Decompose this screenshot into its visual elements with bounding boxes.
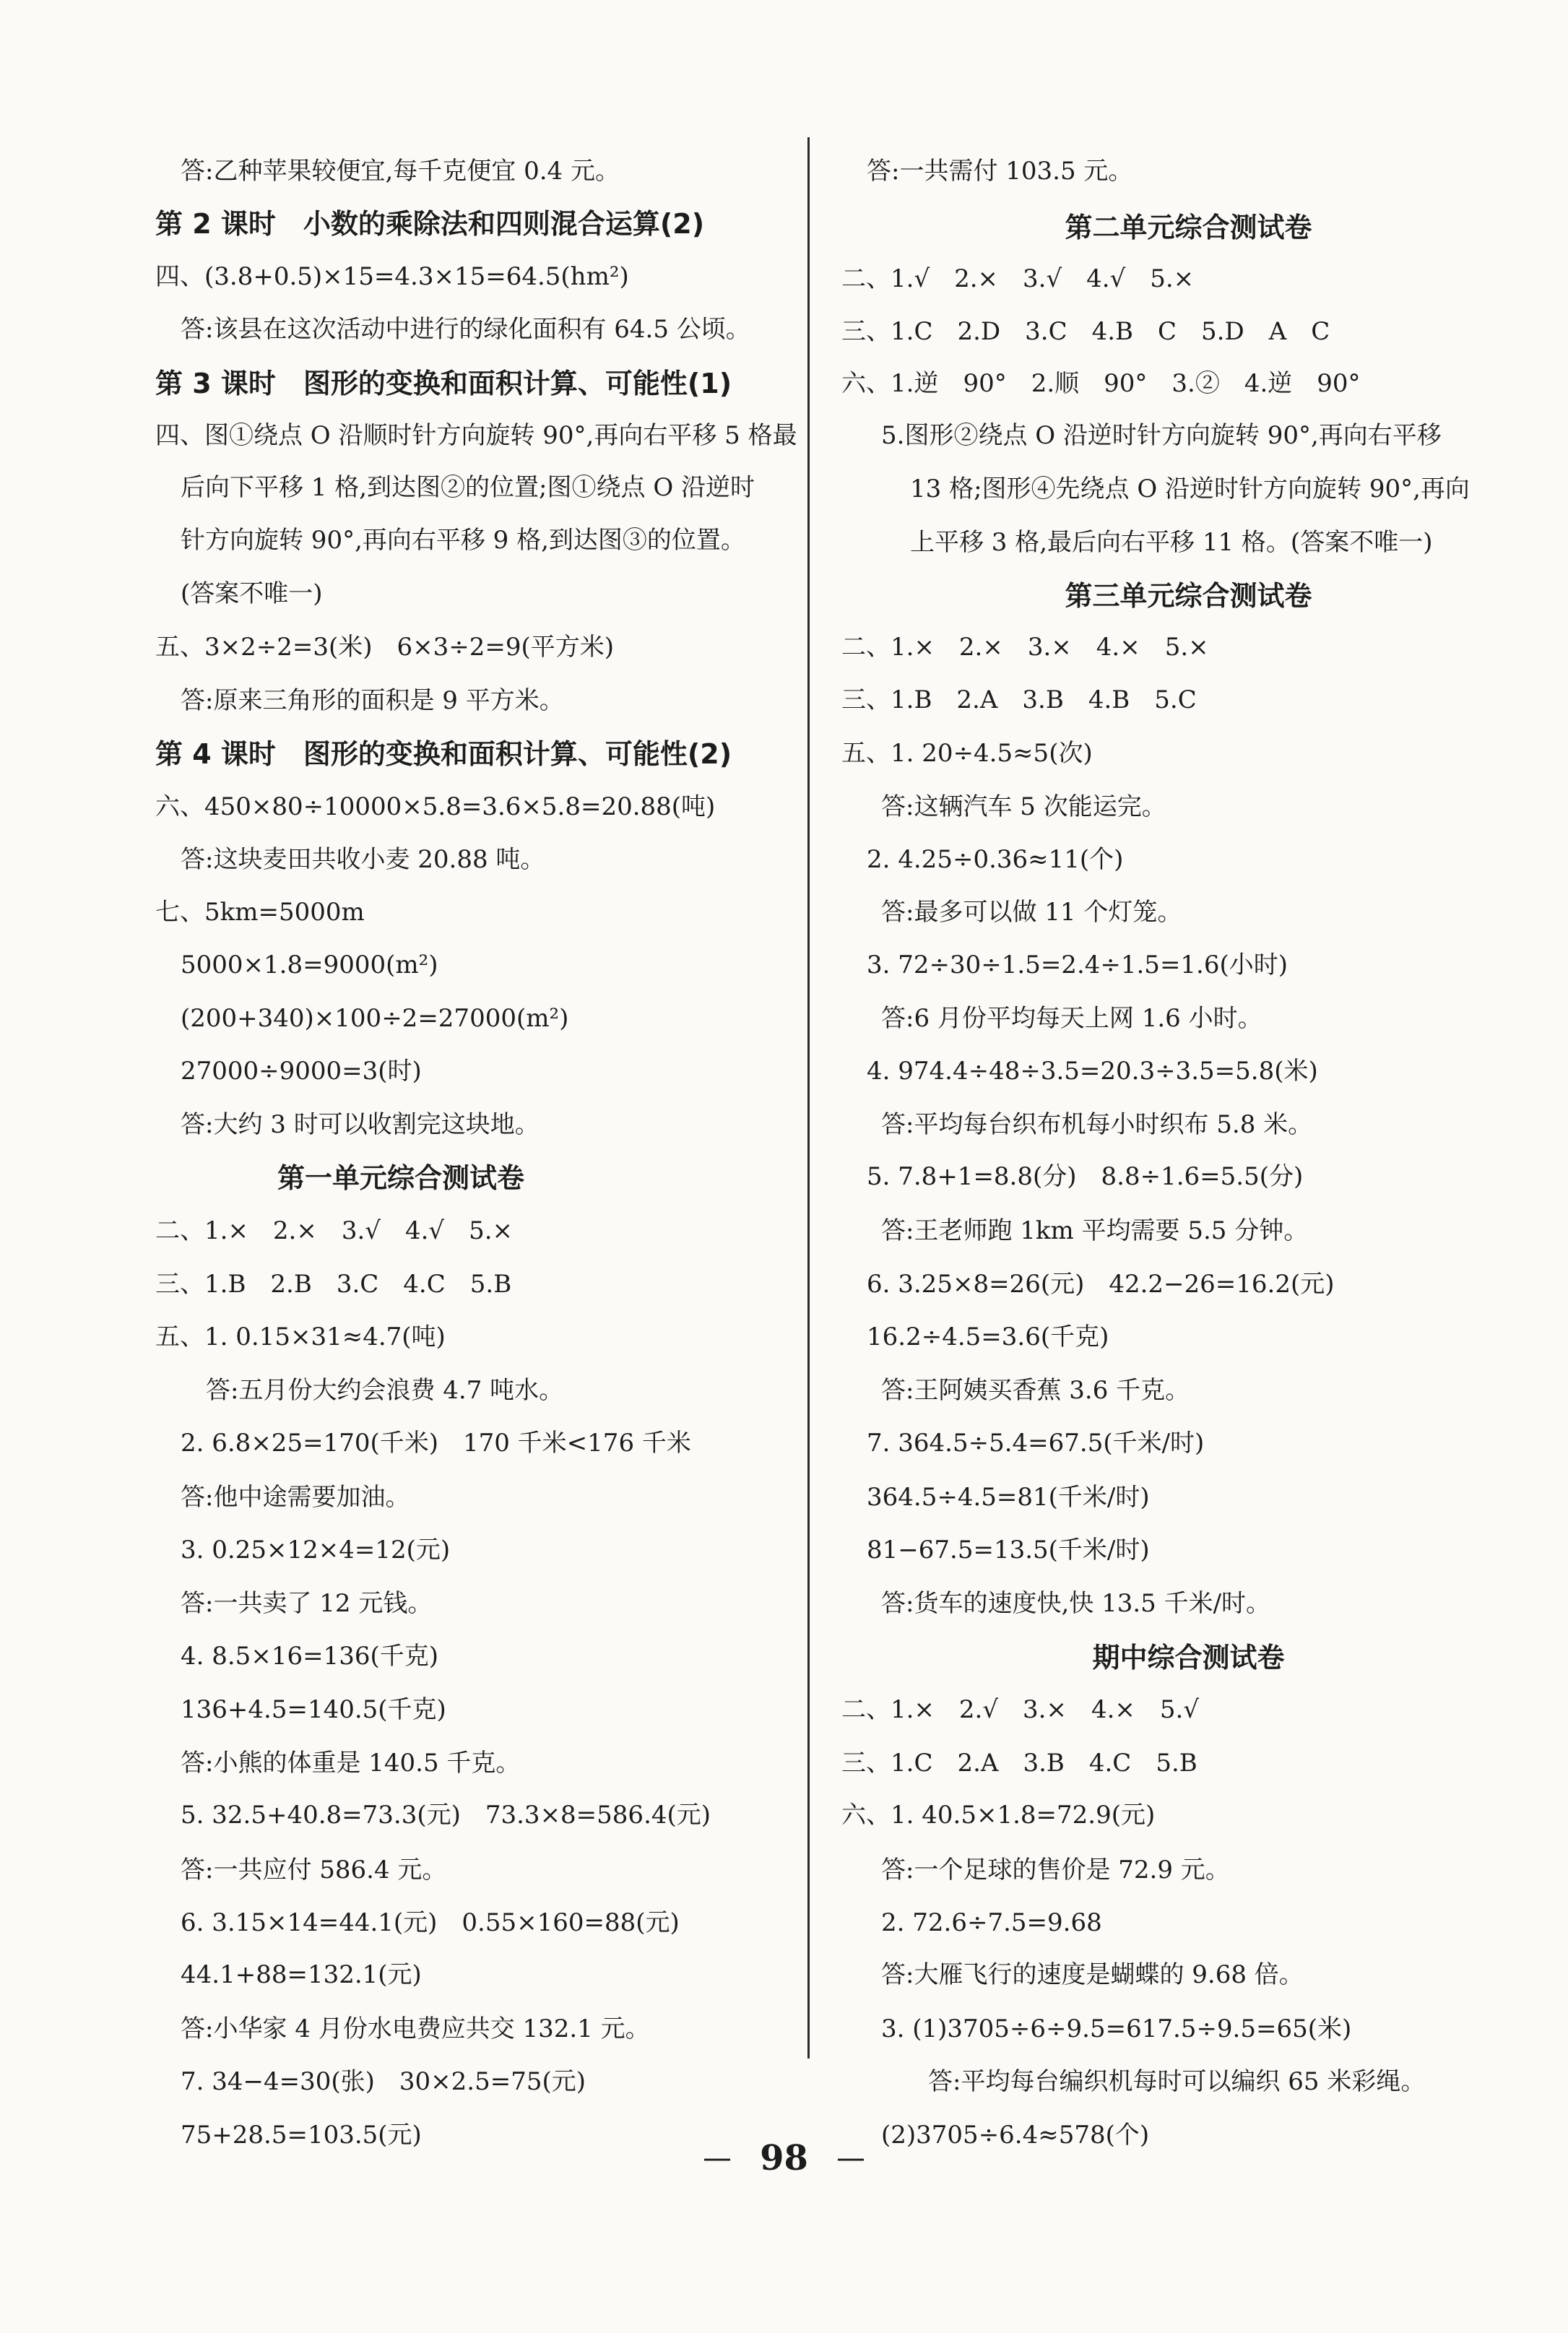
answer-line: 二、1.× 2.× 3.× 4.× 5.×	[841, 633, 1209, 662]
answer-line: 答:平均每台编织机每时可以编织 65 米彩绳。	[928, 2067, 1426, 2096]
answer-line: 5. 32.5+40.8=73.3(元) 73.3×8=586.4(元)	[181, 1801, 711, 1830]
answer-line: 3. 0.25×12×4=12(元)	[181, 1536, 451, 1564]
answer-line: 5000×1.8=9000(m²)	[181, 951, 438, 979]
footer-dash-right: —	[836, 2142, 865, 2175]
answer-line: 七、5km=5000m	[155, 898, 365, 927]
answer-line: 7. 364.5÷5.4=67.5(千米/时)	[867, 1429, 1205, 1458]
section-heading: 期中综合测试卷	[1092, 1642, 1285, 1674]
answer-line: 答:王老师跑 1km 平均需要 5.5 分钟。	[881, 1216, 1309, 1245]
answer-line: 三、1.B 2.A 3.B 4.B 5.C	[841, 685, 1197, 714]
answer-line: 75+28.5=103.5(元)	[181, 2121, 422, 2150]
answer-line: 6. 3.25×8=26(元) 42.2−26=16.2(元)	[867, 1270, 1335, 1299]
answer-line: 答:乙种苹果较便宜,每千克便宜 0.4 元。	[181, 157, 620, 186]
section-heading: 第 3 课时 图形的变换和面积计算、可能性(1)	[155, 368, 732, 399]
answer-line: 5. 7.8+1=8.8(分) 8.8÷1.6=5.5(分)	[867, 1162, 1304, 1191]
answer-line: 答:小熊的体重是 140.5 千克。	[181, 1749, 521, 1778]
answer-line: 三、1.B 2.B 3.C 4.C 5.B	[155, 1270, 512, 1299]
answer-line: 四、图①绕点 O 沿顺时针方向旋转 90°,再向右平移 5 格最	[155, 421, 797, 450]
answer-line: 答:五月份大约会浪费 4.7 吨水。	[206, 1376, 564, 1405]
section-heading: 第 4 课时 图形的变换和面积计算、可能性(2)	[155, 738, 732, 770]
answer-line: 二、1.× 2.× 3.√ 4.√ 5.×	[155, 1216, 513, 1245]
answer-line: 13 格;图形④先绕点 O 沿逆时针方向旋转 90°,再向	[910, 475, 1470, 503]
answer-line: 答:他中途需要加油。	[181, 1483, 410, 1512]
section-heading: 第二单元综合测试卷	[1065, 212, 1312, 243]
section-heading: 第一单元综合测试卷	[277, 1162, 524, 1194]
footer-dash-left: —	[703, 2142, 732, 2175]
answer-line: 二、1.× 2.√ 3.× 4.× 5.√	[841, 1695, 1199, 1724]
answer-line: 答:货车的速度快,快 13.5 千米/时。	[881, 1589, 1271, 1618]
answer-line: 答:一个足球的售价是 72.9 元。	[881, 1856, 1230, 1884]
answer-line: (答案不唯一)	[181, 579, 323, 608]
answer-line: 3. (1)3705÷6÷9.5=617.5÷9.5=65(米)	[881, 2014, 1352, 2043]
answer-line: 7. 34−4=30(张) 30×2.5=75(元)	[181, 2067, 586, 2096]
answer-line: 2. 6.8×25=170(千米) 170 千米<176 千米	[181, 1429, 691, 1458]
answer-line: 4. 8.5×16=136(千克)	[181, 1642, 438, 1671]
answer-line: 3. 72÷30÷1.5=2.4÷1.5=1.6(小时)	[867, 951, 1288, 979]
answer-line: 答:最多可以做 11 个灯笼。	[881, 898, 1182, 927]
answer-line: 答:一共应付 586.4 元。	[181, 1856, 447, 1884]
answer-line: 136+4.5=140.5(千克)	[181, 1695, 446, 1724]
answer-line: 2. 72.6÷7.5=9.68	[881, 1908, 1102, 1937]
answer-line: 答:小华家 4 月份水电费应共交 132.1 元。	[181, 2014, 650, 2043]
answer-line: 答:平均每台织布机每小时织布 5.8 米。	[881, 1110, 1313, 1139]
answer-line: 五、1. 20÷4.5≈5(次)	[841, 739, 1093, 768]
answer-line: 后向下平移 1 格,到达图②的位置;图①绕点 O 沿逆时	[181, 473, 755, 502]
answer-line: 三、1.C 2.A 3.B 4.C 5.B	[841, 1749, 1197, 1778]
answer-line: 答:这辆汽车 5 次能运完。	[881, 792, 1166, 821]
answer-line: 三、1.C 2.D 3.C 4.B C 5.D A C	[841, 317, 1330, 346]
answer-line: 5.图形②绕点 O 沿逆时针方向旋转 90°,再向右平移	[881, 421, 1442, 450]
answer-line: 27000÷9000=3(时)	[181, 1057, 422, 1086]
answer-line: 答:王阿姨买香蕉 3.6 千克。	[881, 1376, 1190, 1405]
answer-line: (200+340)×100÷2=27000(m²)	[181, 1004, 569, 1033]
answer-line: 四、(3.8+0.5)×15=4.3×15=64.5(hm²)	[155, 262, 629, 291]
answer-line: (2)3705÷6.4≈578(个)	[881, 2121, 1150, 2150]
answer-line: 6. 3.15×14=44.1(元) 0.55×160=88(元)	[181, 1908, 680, 1937]
section-heading: 第 2 课时 小数的乘除法和四则混合运算(2)	[155, 208, 705, 240]
column-divider	[807, 137, 810, 2059]
section-heading: 第三单元综合测试卷	[1065, 580, 1312, 612]
answer-line: 16.2÷4.5=3.6(千克)	[867, 1323, 1109, 1351]
answer-line: 答:大约 3 时可以收割完这块地。	[181, 1110, 540, 1139]
answer-line: 81−67.5=13.5(千米/时)	[867, 1536, 1150, 1564]
answer-line: 2. 4.25÷0.36≈11(个)	[867, 845, 1124, 874]
answer-line: 答:原来三角形的面积是 9 平方米。	[181, 686, 564, 715]
answer-line: 六、450×80÷10000×5.8=3.6×5.8=20.88(吨)	[155, 792, 716, 821]
answer-line: 答:一共卖了 12 元钱。	[181, 1589, 433, 1618]
answer-line: 答:这块麦田共收小麦 20.88 吨。	[181, 845, 545, 874]
answer-line: 六、1. 40.5×1.8=72.9(元)	[841, 1801, 1156, 1830]
answer-line: 五、1. 0.15×31≈4.7(吨)	[155, 1323, 446, 1351]
answer-line: 五、3×2÷2=3(米) 6×3÷2=9(平方米)	[155, 633, 615, 662]
answer-line: 答:大雁飞行的速度是蝴蝶的 9.68 倍。	[881, 1960, 1304, 1989]
answer-line: 答:6 月份平均每天上网 1.6 小时。	[881, 1004, 1262, 1033]
page-footer	[0, 2138, 1568, 2181]
answer-line: 针方向旋转 90°,再向右平移 9 格,到达图③的位置。	[181, 526, 745, 555]
answer-line: 答:一共需付 103.5 元。	[867, 157, 1133, 186]
answer-line: 上平移 3 格,最后向右平移 11 格。(答案不唯一)	[910, 528, 1433, 557]
answer-line: 六、1.逆 90° 2.顺 90° 3.② 4.逆 90°	[841, 369, 1361, 398]
answer-line: 答:该县在这次活动中进行的绿化面积有 64.5 公顷。	[181, 315, 750, 344]
page-number: 98	[760, 2138, 808, 2178]
answer-line: 44.1+88=132.1(元)	[181, 1960, 422, 1989]
answer-line: 364.5÷4.5=81(千米/时)	[867, 1483, 1150, 1512]
answer-line: 二、1.√ 2.× 3.√ 4.√ 5.×	[841, 264, 1195, 293]
answer-line: 4. 974.4÷48÷3.5=20.3÷3.5=5.8(米)	[867, 1057, 1318, 1086]
